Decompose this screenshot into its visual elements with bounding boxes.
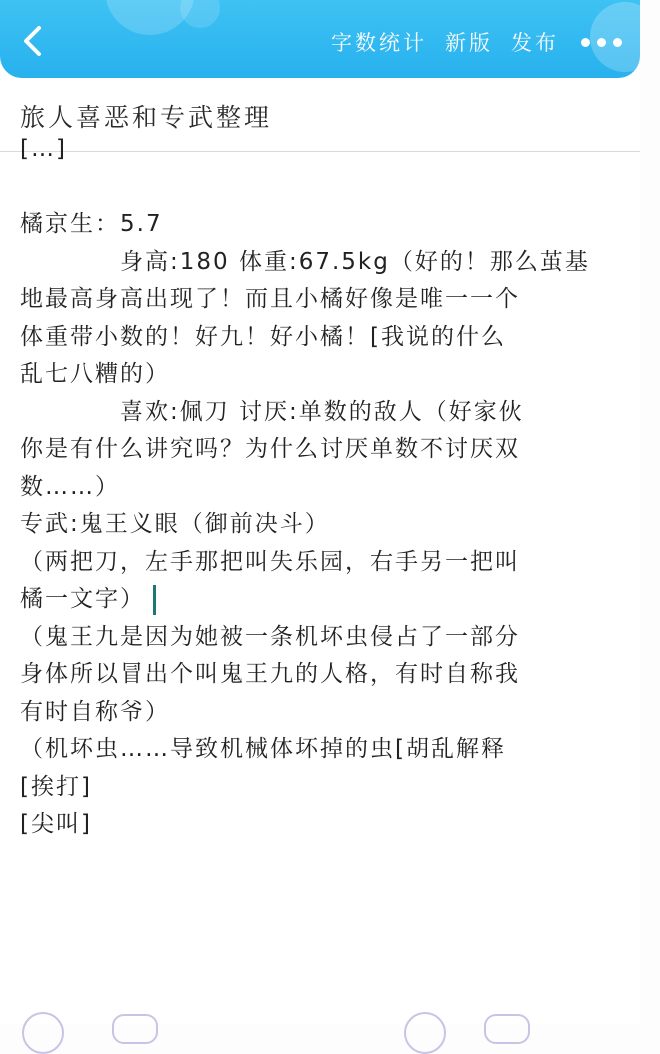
content-line: [挨打] [20,773,92,800]
content-line: 体重带小数的！好九！好小橘！[我说的什么 [20,323,506,350]
content-line: 身体所以冒出个叫鬼王九的人格，有时自称我 [20,661,520,687]
top-navigation-bar [0,0,640,78]
content-line-text: 橘一文字） [20,586,145,612]
bottom-toolbar [0,1004,640,1024]
content-line: （鬼王九是因为她被一条机坏虫侵占了一部分 [20,623,520,650]
title-field[interactable]: 旅人喜恶和专武整理 [0,84,640,152]
content-line: 专武:鬼王义眼（御前决斗） [20,511,330,537]
content-line: 地最高身高出现了！而且小橘好像是唯一一个 [20,286,520,312]
content-line: 身高:180 体重:67.5kg（好的！那么茧基 [120,248,590,275]
back-button[interactable] [18,24,48,58]
more-options-button[interactable] [581,30,622,54]
content-line: […] [20,136,67,162]
content-line: 有时自称爷） [20,698,170,725]
top-actions [313,27,622,57]
content-text [20,131,625,844]
content-line: （两把刀，左手那把叫失乐园，右手另一把叫 [20,548,520,575]
content-line: 你是有什么讲究吗？为什么讨厌单数不讨厌双 [20,436,520,462]
toolbar-button[interactable] [404,1012,446,1054]
content-line: （机坏虫……导致机械体坏掉的虫[胡乱解释 [20,736,506,762]
content-line: 喜欢:佩刀 讨厌:单数的敌人（好家伙 [120,398,524,425]
content-line [20,581,625,619]
content-line [20,169,625,207]
content-line: [尖叫] [20,811,92,837]
word-count-button[interactable]: 字数统计 [331,31,427,55]
more-dots-icon [597,38,606,47]
chevron-left-icon [18,24,48,58]
content-line: 橘京生：5.7 [20,211,163,237]
more-dots-icon [581,38,590,47]
toolbar-button[interactable] [112,1014,158,1044]
content-line: 乱七八糟的） [20,361,170,387]
toolbar-button[interactable] [484,1014,530,1044]
toolbar-button[interactable] [22,1012,64,1054]
decorative-bubble [180,0,220,28]
new-version-button[interactable]: 新版 [445,31,493,55]
text-cursor [153,585,156,615]
publish-button[interactable]: 发布 [511,31,559,55]
more-dots-icon [613,38,622,47]
content-editor[interactable] [0,136,640,1003]
content-line: 数……） [20,473,120,500]
